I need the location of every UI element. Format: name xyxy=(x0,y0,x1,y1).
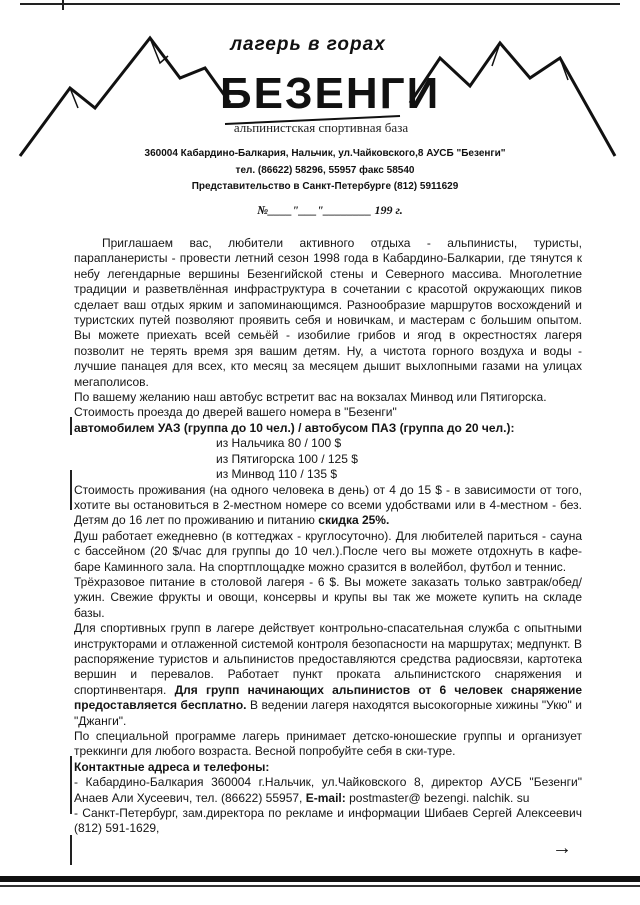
letter-body xyxy=(74,236,582,837)
accommodation-paragraph xyxy=(74,483,582,529)
contact-nalchik-text: - Кабардино-Балкария 360004 г.Нальчик, ул.Чайковского 8, директор АУСБ "Безенги" Анаев Али Хусеевич, тел. (86622) 55957, xyxy=(74,775,582,805)
program-paragraph: По специальной программе лагерь принимает детско-юношеские группы и организует треккинги для любого возраста. Весной попробуйте себя в ски-туре. xyxy=(74,729,582,759)
next-page-arrow-icon: → xyxy=(552,837,572,859)
intro-paragraph: Приглашаем вас, любители активного отдыха - альпинисты, туристы, парапланеристы - провести летний сезон 1998 года в Кабардино-Балкарии, где тянутся к небу легендарные вершины Безенгийской стены и Северного массива. Многолетние традиции и разветвлённая инфраструктура в сочетании с красотой окружающих пиков сделает ваш отдых ярким и запоминающимся. Разнообразие маршрутов восхождений и туристских путей позволяют проявить себя и новичкам, и мастерам с большим опытом. Вы можете приехать всей семьёй - изобилие грибов и ягод в окрестностях лагеря позволит не терять время зря вашим детям. Ну, а чистота горного воздуха и воды - лучшие панацея для всех, кто месяц за месяцем дышит выхлопными газами на улицах мегаполисов. xyxy=(74,236,582,389)
shower-paragraph: Душ работает ежедневно (в коттеджах - круглосуточно). Для любителей париться - сауна с бассейном (20 $/час для группы до 10 чел.).После чего вы можете отдохнуть в кафе-баре Каминного зала. На спортплощадке можно сразится в волейбол, футбол и теннис. xyxy=(74,528,582,574)
transport-header: автомобилем УАЗ (группа до 10 чел.) / автобусом ПАЗ (группа до 20 чел.): xyxy=(74,420,515,435)
email-label: E-mail: xyxy=(305,790,346,805)
contacts-header: Контактные адреса и телефоны: xyxy=(74,759,270,774)
margin-mark xyxy=(70,470,72,510)
camp-tagline: лагерь в горах xyxy=(230,34,386,55)
brand-name: БЕЗЕНГИ xyxy=(220,69,441,118)
safety-paragraph xyxy=(74,621,582,729)
contact-nalchik xyxy=(74,775,582,806)
meals-paragraph: Трёхразовое питание в столовой лагеря - 6 $. Вы можете заказать только завтрак/обед/ужин. Свежие фрукты и овощи, консервы и крупы вы так же можете купить на складе базы. xyxy=(74,574,582,620)
margin-mark xyxy=(70,756,72,814)
address-line: 360004 Кабардино-Балкария, Нальчик, ул.Чайковского,8 АУСБ "Безенги" xyxy=(144,148,506,159)
price-minvody: из Минвод 110 / 135 $ xyxy=(216,467,338,482)
safety-text: Для спортивных групп в лагере действует контрольно-спасательная служба с опытными инструкторами и отлаженной системой контроля безопасности на маршрутах; медпункт. В распоряжение туристов и альпинистов предоставляются средства радиосвязи, картотека вершин и перевалов. Работает пункт проката альпинистского снаряжения и спортинвентаря. xyxy=(74,621,582,697)
phone-line: тел. (86622) 58296, 55957 факс 58540 xyxy=(235,165,415,176)
representative-line: Представительство в Санкт-Петербурге (812) 5911629 xyxy=(191,181,459,192)
accommodation-text: Стоимость проживания (на одного человека в день) от 4 до 15 $ - в зависимости от того, хотите вы остановиться в 2-местном номере со всеми удобствами или в 4-местном - без. Детям до 16 лет по проживанию и питанию xyxy=(74,482,582,528)
email-address: postmaster@ bezengi. nalchik. su xyxy=(349,790,530,805)
fare-intro: Стоимость проезда до дверей вашего номера в "Безенги" xyxy=(74,405,397,420)
free-gear-text: Для групп начинающих альпинистов от 6 человек снаряжение предоставляется бесплатно. xyxy=(74,682,582,713)
scan-edge-bottom xyxy=(0,876,640,882)
margin-mark xyxy=(70,417,72,435)
contact-spb: - Санкт-Петербург, зам.директора по рекламе и информации Шибаев Сергей Алексеевич (812) 591-1629, xyxy=(74,806,582,836)
scan-edge-bottom-thin xyxy=(0,885,640,887)
margin-mark xyxy=(70,835,72,865)
huts-text: В ведении лагеря находятся высокогорные хижины "Укю" и "Джанги". xyxy=(74,698,582,728)
brand-subtitle: альпинистская спортивная база xyxy=(233,120,409,135)
scan-edge-top xyxy=(20,3,620,5)
discount-text: скидка 25%. xyxy=(318,513,390,528)
document-number-line: №____"___"________ 199 г. xyxy=(257,203,403,217)
price-nalchik: из Нальчика 80 / 100 $ xyxy=(216,436,342,451)
price-pyatigorsk: из Пятигорска 100 / 125 $ xyxy=(216,451,358,466)
bus-paragraph: По вашему желанию наш автобус встретит вас на вокзалах Минвод или Пятигорска. xyxy=(74,390,547,405)
